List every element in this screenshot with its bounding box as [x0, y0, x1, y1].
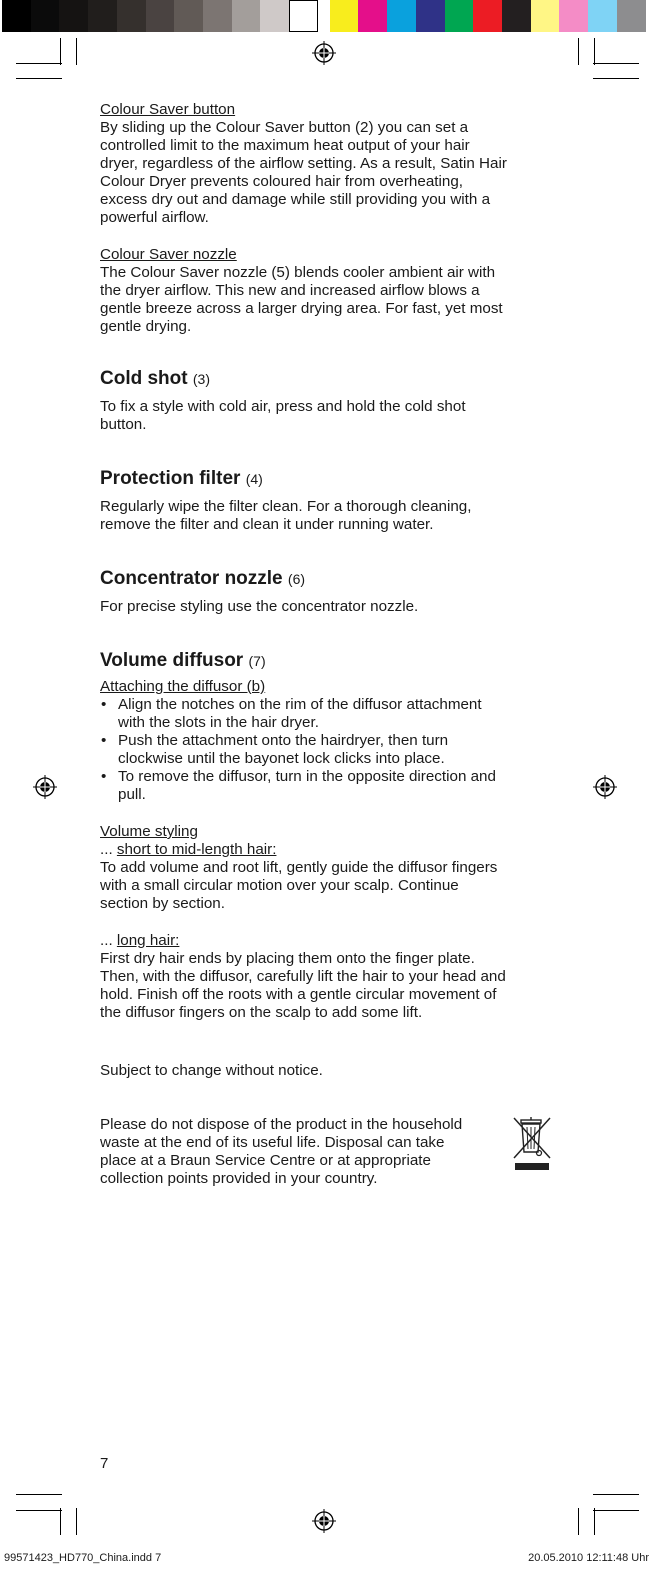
section-heading: Concentrator nozzle (6)	[100, 568, 306, 589]
page-number: 7	[100, 1455, 109, 1472]
attaching-steps-list	[100, 696, 555, 804]
paragraph-line: remove the filter and clean it under running water.	[100, 516, 434, 533]
section-subheading: Colour Saver nozzle	[100, 246, 237, 263]
section-heading: Protection filter (4)	[100, 468, 263, 489]
disposal-notice	[100, 1116, 555, 1188]
paragraph-line: excess dry out and damage while still providing you with a	[100, 191, 491, 208]
color-swatch	[289, 0, 318, 32]
crossed-out-wheelie-bin-icon	[512, 1116, 552, 1174]
paragraph-line: dryer, regardless of the airflow setting. As a result, Satin Hair	[100, 155, 507, 172]
paragraph-line: Please do not dispose of the product in the household	[100, 1116, 463, 1133]
color-swatch	[387, 0, 416, 32]
color-swatch	[502, 0, 531, 32]
hair-type-subheading: ... short to mid-length hair:	[100, 841, 277, 858]
part-reference: (6)	[287, 571, 306, 587]
list-item: • To remove the diffusor, turn in the opposite direction and pull.	[100, 768, 555, 804]
color-swatch	[117, 0, 146, 32]
paragraph-line: place at a Braun Service Centre or at appropriate	[100, 1152, 431, 1169]
concentrator-nozzle-section	[100, 568, 555, 616]
color-swatch	[531, 0, 560, 32]
section-subheading: Colour Saver button	[100, 101, 236, 118]
paragraph-line: waste at the end of its useful life. Disposal can take	[100, 1134, 445, 1151]
color-swatch	[416, 0, 445, 32]
paragraph-line: controlled limit to the maximum heat output of your hair	[100, 137, 470, 154]
part-reference: (7)	[248, 653, 266, 669]
manual-page-content	[100, 101, 555, 1188]
registration-mark-icon	[312, 1509, 336, 1533]
paragraph-line: section by section.	[100, 895, 225, 912]
paragraph-line: The Colour Saver nozzle (5) blends cooler ambient air with	[100, 264, 496, 281]
color-swatch	[2, 0, 31, 32]
paragraph-line: hold. Finish off the roots with a gentle circular movement of	[100, 986, 497, 1003]
paragraph-line: Then, with the diffusor, carefully lift the hair to your head and	[100, 968, 506, 985]
hair-type-subheading: ... long hair:	[100, 932, 180, 949]
paragraph-line: the diffusor fingers on the scalp to add some lift.	[100, 1004, 423, 1021]
print-color-bar	[0, 0, 655, 32]
paragraph-line: collection points provided in your country.	[100, 1170, 378, 1187]
paragraph-line: the dryer airflow. This new and increased airflow blows a	[100, 282, 480, 299]
section-heading: Volume diffusor (7)	[100, 650, 266, 671]
paragraph-line: Regularly wipe the filter clean. For a thorough cleaning,	[100, 498, 472, 515]
color-swatch	[146, 0, 175, 32]
colour-saver-nozzle-section	[100, 246, 555, 336]
registration-mark-icon	[312, 41, 336, 65]
paragraph-line: To add volume and root lift, gently guide the diffusor fingers	[100, 859, 498, 876]
registration-mark-icon	[33, 775, 57, 799]
paragraph-line: gentle breeze across a larger drying area. For fast, yet most	[100, 300, 503, 317]
colour-saver-button-section	[100, 101, 555, 227]
notice-text: Subject to change without notice.	[100, 1062, 323, 1079]
slug-file-info: 99571423_HD770_China.indd 7	[4, 1552, 162, 1564]
part-reference: (3)	[192, 371, 211, 387]
color-swatch	[330, 0, 359, 32]
paragraph-line: button.	[100, 416, 147, 433]
color-swatch	[59, 0, 88, 32]
paragraph-line: For precise styling use the concentrator nozzle.	[100, 598, 419, 615]
section-subheading: Volume styling	[100, 823, 198, 840]
slug-timestamp: 20.05.2010 12:11:48 Uhr	[528, 1552, 649, 1564]
section-heading: Cold shot (3)	[100, 368, 211, 389]
paragraph-line: By sliding up the Colour Saver button (2) you can set a	[100, 119, 469, 136]
list-item: • Align the notches on the rim of the diffusor attachment with the slots in the hair dryer.	[100, 696, 555, 732]
color-swatch	[88, 0, 117, 32]
section-subheading: Attaching the diffusor (b)	[100, 678, 266, 695]
color-swatch	[617, 0, 646, 32]
paragraph-line: gentle drying.	[100, 318, 192, 335]
paragraph-line: Colour Dryer prevents coloured hair from overheating,	[100, 173, 463, 190]
part-reference: (4)	[245, 471, 263, 487]
protection-filter-section	[100, 468, 555, 534]
color-swatch	[260, 0, 289, 32]
color-swatch	[559, 0, 588, 32]
cold-shot-section	[100, 368, 555, 434]
volume-diffusor-section	[100, 650, 555, 1022]
paragraph-line: To fix a style with cold air, press and hold the cold shot	[100, 398, 466, 415]
color-swatch	[445, 0, 474, 32]
color-swatch	[31, 0, 60, 32]
color-swatch	[232, 0, 261, 32]
color-swatch	[473, 0, 502, 32]
color-swatch	[203, 0, 232, 32]
paragraph-line: powerful airflow.	[100, 209, 209, 226]
color-swatch	[358, 0, 387, 32]
list-item: • Push the attachment onto the hairdryer, then turn clockwise until the bayonet lock clicks into place.	[100, 732, 555, 768]
registration-mark-icon	[593, 775, 617, 799]
color-swatch	[174, 0, 203, 32]
color-swatch	[588, 0, 617, 32]
paragraph-line: with a small circular motion over your scalp. Continue	[100, 877, 459, 894]
paragraph-line: First dry hair ends by placing them onto the finger plate.	[100, 950, 475, 967]
